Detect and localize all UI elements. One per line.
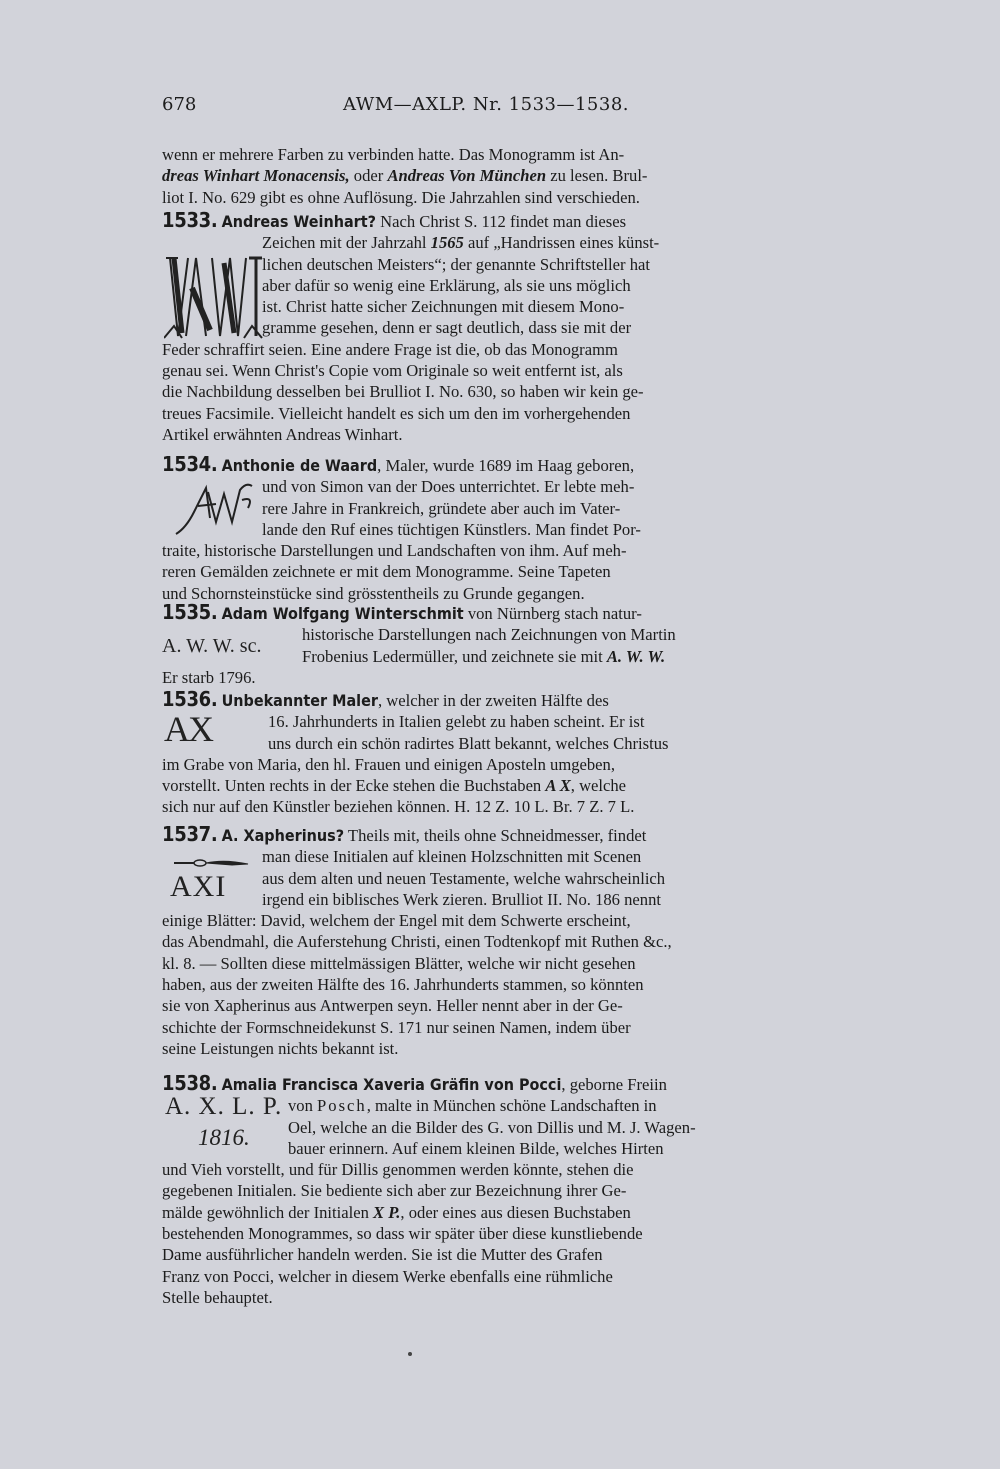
entry-number: 1535. (162, 600, 218, 624)
entry-number: 1534. (162, 452, 218, 476)
entry-1533: 1533. Andreas Weinhart? Nach Christ S. 112 findet man dieses Zeichen mit der Jahrzahl 1565 auf „Handrissen eines künst- lichen deutschen Meisters“; der genannte Schriftsteller hat aber dafür so wenig eine Erklärung, als sie uns möglich ist. Christ hatte sicher Zeichnungen mit diesem Mono- gramme gesehen, denn er sagt deutlich, dass sie mit der Feder schraffirt seien. Eine andere Frage ist die, ob das Monogramm genau sei. Wenn Christ's Copie vom Originale so weit entfernt ist, als die Nachbildung desselben bei Brulliot I. No. 630, so haben wir kein ge- treues Facsimile. Vielleicht handelt es sich um den im vorhergehenden Artikel erwähnten Andreas Winhart. (162, 208, 660, 444)
entry-name: Amalia Francisca Xaveria Gräfin von Pocci (221, 1075, 562, 1094)
entry-number: 1533. (162, 208, 218, 232)
entry-1536: 1536. Unbekannter Maler, welcher in der zweiten Hälfte des 16. Jahrhunderts in Italien gelebt zu haben scheint. Er ist uns durch ein schön radirtes Blatt bekannt, welches Christus im Grabe von Maria, den hl. Frauen und einigen Aposteln umgeben, vorstellt. Unten rechts in der Ecke stehen die Buchstaben A X, welche sich nur auf den Künstler beziehen können. H. 12 Z. 10 L. Br. 7 Z. 7 L. (162, 687, 669, 817)
entry-name: Unbekannter Maler (221, 691, 378, 710)
monogram-aw-drawing (172, 478, 262, 538)
entry-name: Andreas Weinhart? (221, 212, 376, 231)
entry-1537: 1537. A. Xapherinus? Theils mit, theils ohne Schneidmesser, findet man diese Initialen auf kleinen Holzschnitten mit Scenen aus dem alten und neuen Testamente, welche wahrscheinlich irgend ein biblisches Werk zieren. Brulliot II. No. 186 nennt einige Blätter: David, welchem der Engel mit dem Schwerte erscheint, das Abendmahl, die Auferstehung Christi, einen Todtenkopf mit Ruthen &c., kl. 8. — Sollten diese mittelmässigen Blätter, welche wir nicht gesehen haben, aus der zweiten Hälfte des 16. Jahrhunderts stammen, so könnten sie von Xapherinus aus Antwerpen seyn. Heller nennt aber in der Ge- schichte der Formschneidekunst S. 171 nur seinen Namen, indem über seine Leistungen nichts bekannt ist. (162, 822, 672, 1058)
intro-paragraph: wenn er mehrere Farben zu verbinden hatte. Das Monogramm ist An- dreas Winhart Monacensis, oder Andreas Von München zu lesen. Brul- liot I. No. 629 gibt es ohne Auflösung. Die Jahrzahlen sind verschieden. (162, 145, 648, 207)
entry-1535: 1535. Adam Wolfgang Winterschmit von Nürnberg stach natur- historische Darstellungen nach Zeichnungen von Martin Frobenius Ledermüller, und zeichnete sie mit A. W. W. Er starb 1796. (162, 600, 676, 687)
page-number: 678 (162, 94, 197, 115)
monogram-aw (172, 478, 262, 538)
entry-number: 1538. (162, 1071, 218, 1095)
entry-1534: 1534. Anthonie de Waard, Maler, wurde 1689 im Haag geboren, und von Simon van der Does unterrichtet. Er lebte meh- rere Jahre in Frankreich, gründete aber auch im Vater- lande den Ruf eines tüchtigen Künstlers. Man findet Por- traite, historische Darstellungen und Landschaften von ihm. Auf meh- reren Gemälden zeichnete er mit dem Monogramme. Seine Tapeten und Schornsteinstücke sind grösstentheils zu Grunde gegangen. (162, 452, 641, 603)
monogram-awm-drawing (164, 248, 264, 340)
monogram-awm (164, 248, 264, 340)
knife-icon (172, 856, 252, 868)
entry-name: Adam Wolfgang Winterschmit (221, 604, 464, 623)
entry-number: 1537. (162, 822, 218, 846)
entry-name: Anthonie de Waard (221, 456, 378, 475)
entry-1538: 1538. Amalia Francisca Xaveria Gräfin von Pocci, geborne Freiin von Posch, malte in München schöne Landschaften in Oel, welche an die Bilder des G. von Dillis und M. J. Wagen- bauer erinnern. Auf einem kleinen Bilde, welches Hirten und Vieh vorstellt, und für Dillis genommen werden könnte, stehen die gegebenen Initialen. Sie bediente sich aber zur Bezeichnung ihrer Ge- mälde gewöhnlich der Initialen X P., oder eines aus diesen Buchstaben bestehenden Monogrammes, so dass wir später über diese kunstliebende Dame ausführlicher handeln werden. Sie ist die Mutter des Grafen Franz von Pocci, welcher in diesem Werke ebenfalls eine rühmliche Stelle behauptet. (162, 1071, 696, 1307)
monogram-year: 1816. (198, 1125, 250, 1150)
monogram-axlp: A. X. L. P. (165, 1093, 283, 1120)
ink-speck (408, 1352, 412, 1356)
monogram-aww: A. W. W. sc. (162, 635, 262, 657)
entry-name: A. Xapherinus? (221, 826, 345, 845)
running-header (162, 94, 810, 118)
entry-number: 1536. (162, 687, 218, 711)
header-title: AWM—AXLP. Nr. 1533—1538. (342, 94, 630, 115)
monogram-ax: AX (164, 709, 212, 749)
monogram-axi: AXI (170, 870, 227, 903)
